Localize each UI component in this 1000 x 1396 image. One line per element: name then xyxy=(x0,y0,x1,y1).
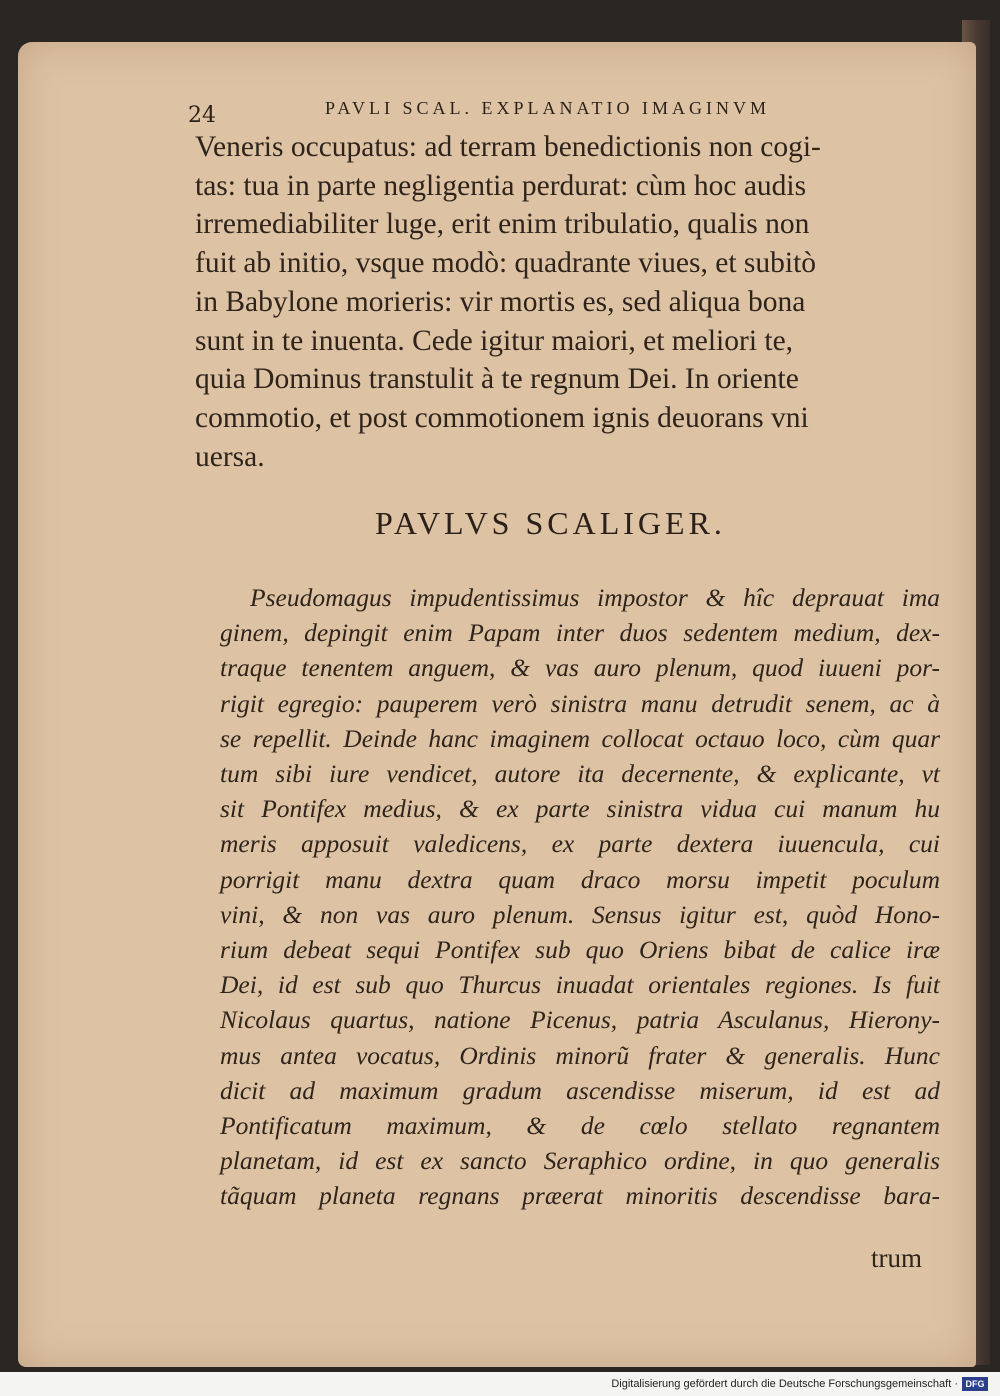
roman-text-block xyxy=(195,128,935,476)
text-line: Dei, id est sub quo Thurcus inuadat orientales regiones. Is fuit xyxy=(220,970,940,1000)
running-head: PAVLI SCAL. EXPLANATIO IMAGINVM xyxy=(325,98,771,118)
text-line: rium debeat sequi Pontifex sub quo Oriens bibat de calice iræ xyxy=(220,935,940,965)
digitization-credit: Digitalisierung gefördert durch die Deutsche Forschungsgemeinschaft · xyxy=(611,1378,958,1390)
catchword: trum xyxy=(871,1243,922,1273)
text-line: irremediabiliter luge, erit enim tribulatio, qualis non xyxy=(195,208,810,241)
italic-text-block xyxy=(220,580,940,1214)
text-line: rigit egregio: pauperem verò sinistra manu detrudit senem, ac à xyxy=(220,688,940,718)
text-line: meris apposuit valedicens, ex parte dextera iuuencula, cui xyxy=(220,829,940,859)
text-line: sit Pontifex medius, & ex parte sinistra vidua cui manum hu xyxy=(220,794,940,824)
text-line: mus antea vocatus, Ordinis minorũ frater & generalis. Hunc xyxy=(220,1040,940,1070)
text-line: ginem, depingit enim Papam inter duos sedentem medium, dex- xyxy=(220,618,940,648)
text-line: tãquam planeta regnans præerat minoritis descendisse bara- xyxy=(220,1181,940,1211)
text-line: dicit ad maximum gradum ascendisse miserum, id est ad xyxy=(220,1075,940,1105)
text-line: planetam, id est ex sancto Seraphico ordine, in quo generalis xyxy=(220,1146,940,1176)
text-line: Pseudomagus impudentissimus impostor & hîc deprauat ima xyxy=(250,583,940,612)
text-line: Veneris occupatus: ad terram benedictionis non cogi- xyxy=(195,131,821,163)
section-title: PAVLVS SCALIGER. xyxy=(375,505,726,541)
text-line: Pontificatum maximum, & de cœlo stellato regnantem xyxy=(220,1111,940,1141)
text-line: Nicolaus quartus, natione Picenus, patria Asculanus, Hierony- xyxy=(220,1005,940,1035)
text-line: commotio, et post commotionem ignis deuorans vni xyxy=(195,401,809,434)
text-line: porrigit manu dextra quam draco morsu impetit poculum xyxy=(220,864,940,894)
text-line: fuit ab initio, vsque modò: quadrante viues, et subitò xyxy=(195,247,817,280)
text-line: sunt in te inuenta. Cede igitur maiori, et meliori te, xyxy=(195,324,794,357)
text-line: uersa. xyxy=(195,440,265,473)
text-line: tas: tua in parte negligentia perdurat: cùm hoc audis xyxy=(195,169,807,202)
page-number: 24 xyxy=(188,103,216,128)
text-line: quia Dominus transtulit à te regnum Dei. In oriente xyxy=(195,363,799,396)
text-line: se repellit. Deinde hanc imaginem collocat octauo loco, cùm quar xyxy=(220,723,940,753)
text-line: tum sibi iure vendicet, autore ita decernente, & explicante, vt xyxy=(220,759,940,789)
text-line: vini, & non vas auro plenum. Sensus igitur est, quòd Hono- xyxy=(220,899,940,929)
text-line: traque tenentem anguem, & vas auro plenum, quod iuueni por- xyxy=(220,653,940,683)
dfg-logo: DFG xyxy=(962,1377,988,1391)
text-line: in Babylone morieris: vir mortis es, sed aliqua bona xyxy=(195,285,806,318)
